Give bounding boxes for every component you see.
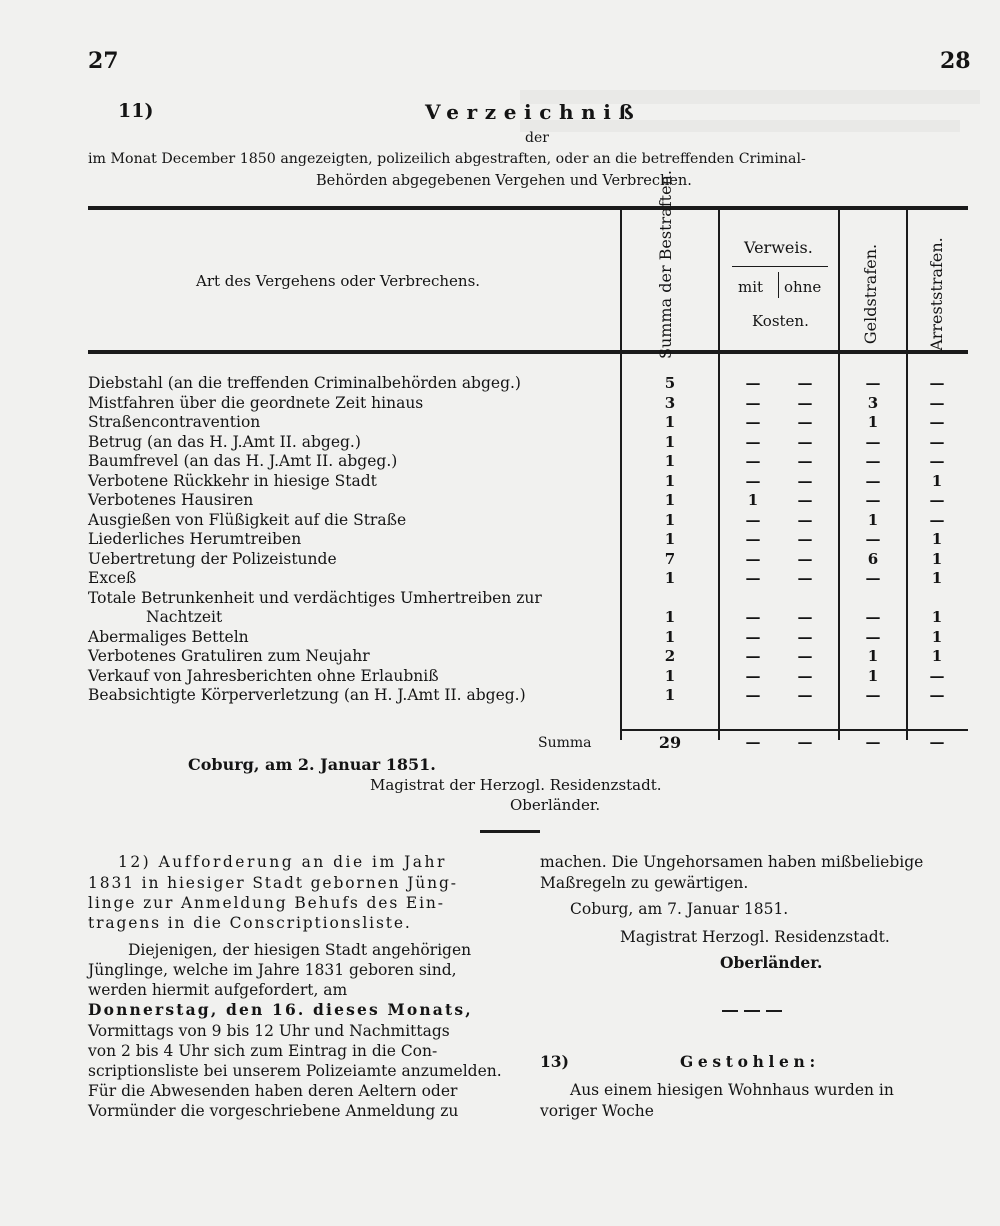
section-12-title-3: linge zur Anmeldung Behufs des Ein-: [88, 894, 445, 912]
table-cell-sum: 1: [664, 666, 676, 685]
section-11-description-1: im Monat December 1850 angezeigten, polizeilich abgestraften, oder an die betreffenden Criminal-: [88, 151, 806, 167]
section-12-place-date: Coburg, am 7. Januar 1851.: [570, 900, 789, 918]
table-top-rule: [88, 206, 968, 210]
table-row-label: Verbotenes Hausiren: [88, 491, 254, 509]
section-12-title-2: 1831 in hiesiger Stadt gebornen Jüng-: [88, 874, 458, 892]
section-13-title: Gestohlen:: [680, 1052, 820, 1071]
offense-column-header: Art des Vergehens oder Verbrechens.: [196, 272, 481, 290]
table-cell-arrest: —: [929, 510, 945, 529]
total-fine: —: [865, 733, 881, 751]
table-row-label: Verbotenes Gratuliren zum Neujahr: [88, 647, 370, 665]
table-row-label: Liederliches Herumtreiben: [88, 530, 302, 548]
table-row-label: Baumfrevel (an das H. J.Amt II. abgeg.): [88, 452, 398, 470]
section-12-body-line: Vormittags von 9 bis 12 Uhr und Nachmittags: [88, 1022, 450, 1040]
fine-column-header: Geldstrafen.: [861, 243, 880, 345]
table-cell-without: —: [797, 569, 813, 587]
section-separator: [480, 830, 540, 833]
arrest-column-header: Arreststrafen.: [927, 237, 946, 351]
table-cell-fine: —: [865, 627, 881, 646]
table-cell-fine: —: [865, 432, 881, 451]
sum-column-header: Summa der Bestraften.: [656, 170, 675, 359]
column-divider: [620, 210, 622, 740]
section-12-authority: Magistrat Herzogl. Residenzstadt.: [620, 928, 890, 946]
table-cell-sum: 1: [664, 432, 676, 451]
section-13-body-1: Aus einem hiesigen Wohnhaus wurden in: [570, 1081, 894, 1099]
table-row-label: Uebertretung der Polizeistunde: [88, 549, 337, 568]
table-cell-with: —: [745, 608, 761, 626]
table-cell-arrest: 1: [931, 530, 943, 548]
table-cell-sum: 1: [664, 569, 676, 587]
table-cell-arrest: 1: [931, 471, 943, 490]
table-cell-with: —: [745, 686, 761, 704]
table-cell-arrest: 1: [931, 608, 943, 626]
table-cell-arrest: —: [929, 374, 945, 392]
section-12-body-line: Diejenigen, der hiesigen Stadt angehörigen: [128, 941, 472, 959]
table-cell-sum: 1: [664, 452, 676, 470]
table-cell-with: —: [745, 627, 761, 646]
total-rule: [620, 729, 968, 731]
costs-header: Kosten.: [752, 312, 809, 330]
table-cell-with: —: [745, 510, 761, 529]
table-cell-without: —: [797, 627, 813, 646]
table-cell-with: —: [745, 530, 761, 548]
table-cell-arrest: 1: [931, 549, 943, 568]
separator-dash: [744, 1010, 760, 1012]
column-divider: [838, 210, 840, 740]
without-costs-header: ohne: [784, 278, 822, 296]
table-cell-arrest: 1: [931, 569, 943, 587]
table-cell-sum: 7: [664, 549, 676, 568]
section-12-body-line: Für die Abwesenden haben deren Aeltern oder: [88, 1082, 458, 1100]
section-11-title: Verzeichniß: [425, 100, 642, 124]
total-without: —: [797, 733, 813, 751]
table-cell-fine: —: [865, 530, 881, 548]
section-12-body-line: von 2 bis 4 Uhr sich zum Eintrag in die Con-: [88, 1042, 438, 1060]
table-row-label: Verkauf von Jahresberichten ohne Erlaubniß: [88, 666, 439, 685]
table-cell-sum: 1: [664, 530, 676, 548]
table-cell-sum: 1: [664, 491, 676, 509]
section-12-continuation-2: Maßregeln zu gewärtigen.: [540, 874, 749, 892]
table-cell-sum: 1: [664, 686, 676, 704]
table-cell-arrest: —: [929, 452, 945, 470]
table-cell-without: —: [797, 393, 813, 412]
table-cell-arrest: —: [929, 393, 945, 412]
table-cell-fine: 1: [867, 647, 879, 665]
reprimand-split: [778, 272, 779, 298]
section-12-body-line: Donnerstag, den 16. dieses Monats,: [88, 1000, 473, 1019]
table-cell-fine: 1: [867, 666, 879, 685]
table-cell-sum: 1: [664, 510, 676, 529]
table-cell-fine: —: [865, 569, 881, 587]
table-cell-sum: 1: [664, 627, 676, 646]
reprimand-rule: [732, 266, 828, 267]
table-cell-fine: 3: [867, 393, 879, 412]
table-cell-without: —: [797, 686, 813, 704]
table-cell-arrest: 1: [931, 647, 943, 665]
total-sum: 29: [658, 733, 682, 752]
table-row-label: Diebstahl (an die treffenden Criminalbehörden abgeg.): [88, 374, 521, 392]
table-row-label-continued: Nachtzeit: [146, 608, 223, 626]
table-cell-with: —: [745, 569, 761, 587]
table-cell-arrest: —: [929, 413, 945, 431]
separator-dash: [766, 1010, 782, 1012]
table-row-label: Mistfahren über die geordnete Zeit hinaus: [88, 393, 424, 412]
table-cell-without: —: [797, 432, 813, 451]
table-cell-arrest: —: [929, 491, 945, 509]
section-11-signature: Oberländer.: [510, 796, 601, 814]
table-cell-fine: 1: [867, 510, 879, 529]
table-row-label: Totale Betrunkenheit und verdächtiges Umhertreiben zur: [88, 588, 542, 607]
table-cell-with: —: [745, 432, 761, 451]
table-cell-without: —: [797, 666, 813, 685]
table-cell-without: —: [797, 530, 813, 548]
table-cell-fine: —: [865, 686, 881, 704]
section-12-body-line: werden hiermit aufgefordert, am: [88, 981, 348, 999]
table-cell-without: —: [797, 452, 813, 470]
with-costs-header: mit: [738, 278, 764, 296]
table-cell-with: —: [745, 374, 761, 392]
page-number-left: 27: [88, 48, 119, 74]
table-cell-with: —: [745, 549, 761, 568]
total-arrest: —: [929, 733, 945, 751]
section-12-title-1: 12) Aufforderung an die im Jahr: [118, 853, 447, 871]
table-cell-without: —: [797, 491, 813, 509]
section-13-number: 13): [540, 1052, 569, 1071]
column-divider: [718, 210, 720, 740]
table-row-label: Straßencontravention: [88, 413, 261, 431]
table-header-rule: [88, 350, 968, 354]
reprimand-column-header: Verweis.: [744, 238, 813, 257]
table-cell-without: —: [797, 549, 813, 568]
table-cell-with: —: [745, 393, 761, 412]
table-row-label: Ausgießen von Flüßigkeit auf die Straße: [88, 510, 407, 529]
section-12-title-4: tragens in die Conscriptionsliste.: [88, 914, 412, 932]
table-cell-fine: —: [865, 471, 881, 490]
table-cell-with: —: [745, 666, 761, 685]
table-cell-fine: —: [865, 452, 881, 470]
table-cell-sum: 5: [664, 374, 676, 392]
table-row-label: Verbotene Rückkehr in hiesige Stadt: [88, 471, 377, 490]
total-label: Summa: [538, 735, 592, 751]
column-divider: [906, 210, 908, 740]
section-11-authority: Magistrat der Herzogl. Residenzstadt.: [370, 776, 662, 794]
table-cell-without: —: [797, 413, 813, 431]
table-cell-sum: 1: [664, 413, 676, 431]
separator-dash: [722, 1010, 738, 1012]
section-11-place-date: Coburg, am 2. Januar 1851.: [188, 755, 436, 774]
table-cell-with: —: [745, 471, 761, 490]
table-cell-with: —: [745, 452, 761, 470]
table-cell-fine: —: [865, 491, 881, 509]
section-12-signature: Oberländer.: [720, 953, 823, 972]
table-row-label: Betrug (an das H. J.Amt II. abgeg.): [88, 432, 361, 451]
table-cell-without: —: [797, 471, 813, 490]
table-cell-without: —: [797, 374, 813, 392]
table-cell-with: —: [745, 413, 761, 431]
table-cell-arrest: —: [929, 432, 945, 451]
table-cell-sum: 3: [664, 393, 676, 412]
table-cell-arrest: 1: [931, 627, 943, 646]
table-cell-sum: 2: [664, 647, 676, 665]
page-number-right: 28: [940, 48, 971, 74]
table-cell-fine: 6: [867, 549, 879, 568]
table-cell-with: 1: [747, 491, 759, 509]
table-cell-sum: 1: [664, 608, 676, 626]
table-cell-without: —: [797, 647, 813, 665]
section-13-body-2: voriger Woche: [540, 1102, 654, 1120]
table-cell-without: —: [797, 510, 813, 529]
table-row-label: Abermaliges Betteln: [88, 627, 249, 646]
total-with: —: [745, 733, 761, 751]
table-cell-arrest: —: [929, 666, 945, 685]
table-cell-without: —: [797, 608, 813, 626]
section-12-body-line: scriptionsliste bei unserem Polizeiamte anzumelden.: [88, 1062, 502, 1080]
section-12-body-line: Jünglinge, welche im Jahre 1831 geboren sind,: [88, 961, 457, 979]
section-11-number: 11): [118, 100, 154, 122]
table-cell-sum: 1: [664, 471, 676, 490]
section-11-description-2: Behörden abgegebenen Vergehen und Verbrechen.: [316, 173, 692, 189]
table-row-label: Exceß: [88, 569, 137, 587]
table-cell-with: —: [745, 647, 761, 665]
table-cell-fine: —: [865, 374, 881, 392]
table-cell-arrest: —: [929, 686, 945, 704]
section-12-continuation-1: machen. Die Ungehorsamen haben mißbeliebige: [540, 853, 924, 871]
section-12-body-line: Vormünder die vorgeschriebene Anmeldung zu: [88, 1102, 459, 1120]
table-row-label: Beabsichtigte Körperverletzung (an H. J.Amt II. abgeg.): [88, 686, 526, 704]
section-11-subtitle: der: [525, 130, 549, 146]
table-cell-fine: 1: [867, 413, 879, 431]
table-cell-fine: —: [865, 608, 881, 626]
